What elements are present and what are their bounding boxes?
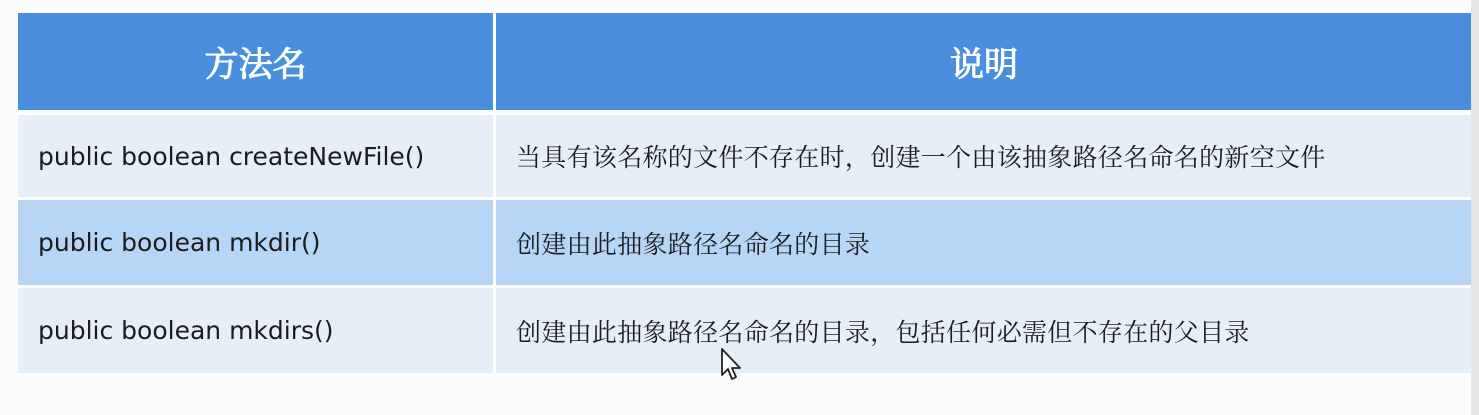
mouse-pointer-icon (720, 348, 744, 382)
right-edge (1471, 0, 1479, 415)
method-cell: public boolean mkdirs() (18, 288, 496, 373)
method-cell: public boolean createNewFile() (18, 115, 496, 200)
description-cell: 当具有该名称的文件不存在时，创建一个由该抽象路径名命名的新空文件 (496, 115, 1472, 200)
description-cell: 创建由此抽象路径名命名的目录 (496, 200, 1472, 288)
table-row (18, 200, 1472, 288)
method-table (18, 13, 1472, 373)
table-row (18, 288, 1472, 373)
method-cell: public boolean mkdir() (18, 200, 496, 288)
table-header-row (18, 13, 1472, 115)
table-row (18, 115, 1472, 200)
description-cell: 创建由此抽象路径名命名的目录，包括任何必需但不存在的父目录 (496, 288, 1472, 373)
header-description: 说明 (496, 13, 1472, 115)
header-method: 方法名 (18, 13, 496, 115)
